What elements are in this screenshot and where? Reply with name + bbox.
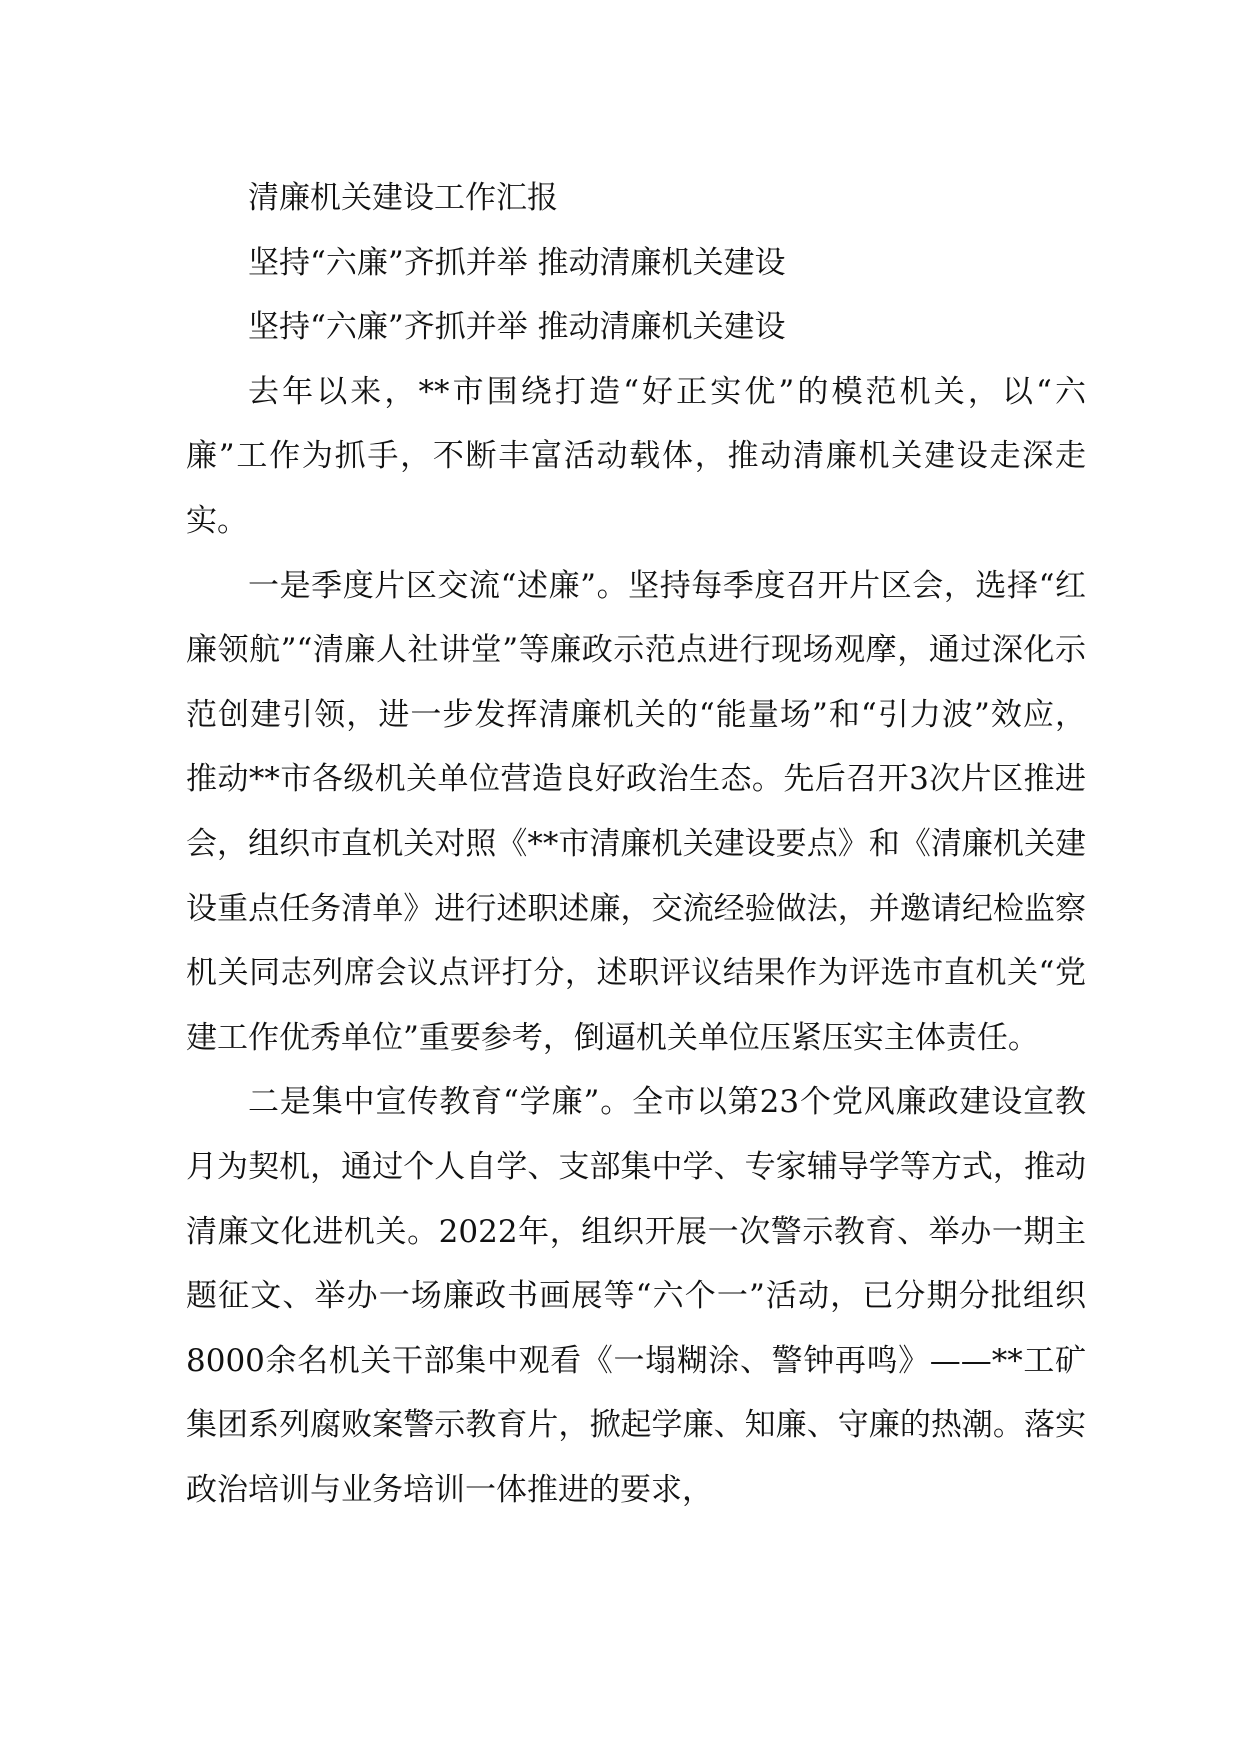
paragraph-xuelian: 二是集中宣传教育“学廉”。全市以第23个党风廉政建设宣教月为契机，通过个人自学、支部集中学、专家辅导学等方式，推动清廉文化进机关。2022年，组织开展一次警示教育、举办一期主题征文、举办一场廉政书画展等“六个一”活动，已分期分批组织8000余名机关干部集中观看《一塌糊涂、警钟再鸣》——**工矿集团系列腐败案警示教育片，掀起学廉、知廉、守廉的热潮。落实政治培训与业务培训一体推进的要求， xyxy=(186,1084,1086,1508)
paragraph-intro: 去年以来，**市围绕打造“好正实优”的模范机关，以“六廉”工作为抓手，不断丰富活动载体，推动清廉机关建设走深走实。 xyxy=(186,373,1086,539)
paragraph-shulian: 一是季度片区交流“述廉”。坚持每季度召开片区会，选择“红廉领航”“清廉人社讲堂”等廉政示范点进行现场观摩，通过深化示范创建引领，进一步发挥清廉机关的“能量场”和“引力波”效应，推动**市各级机关单位营造良好政治生态。先后召开3次片区推进会，组织市直机关对照《**市清廉机关建设要点》和《清廉机关建设重点任务清单》进行述职述廉，交流经验做法，并邀请纪检监察机关同志列席会议点评打分，述职评议结果作为评选市直机关“党建工作优秀单位”重要参考，倒逼机关单位压紧压实主体责任。 xyxy=(186,567,1086,1056)
document-body xyxy=(186,166,1086,1522)
document-subtitle-repeat: 坚持“六廉”齐抓并举 推动清廉机关建设 xyxy=(248,309,786,346)
document-title: 清廉机关建设工作汇报 xyxy=(248,180,558,216)
document-subtitle: 坚持“六廉”齐抓并举 推动清廉机关建设 xyxy=(248,244,786,281)
